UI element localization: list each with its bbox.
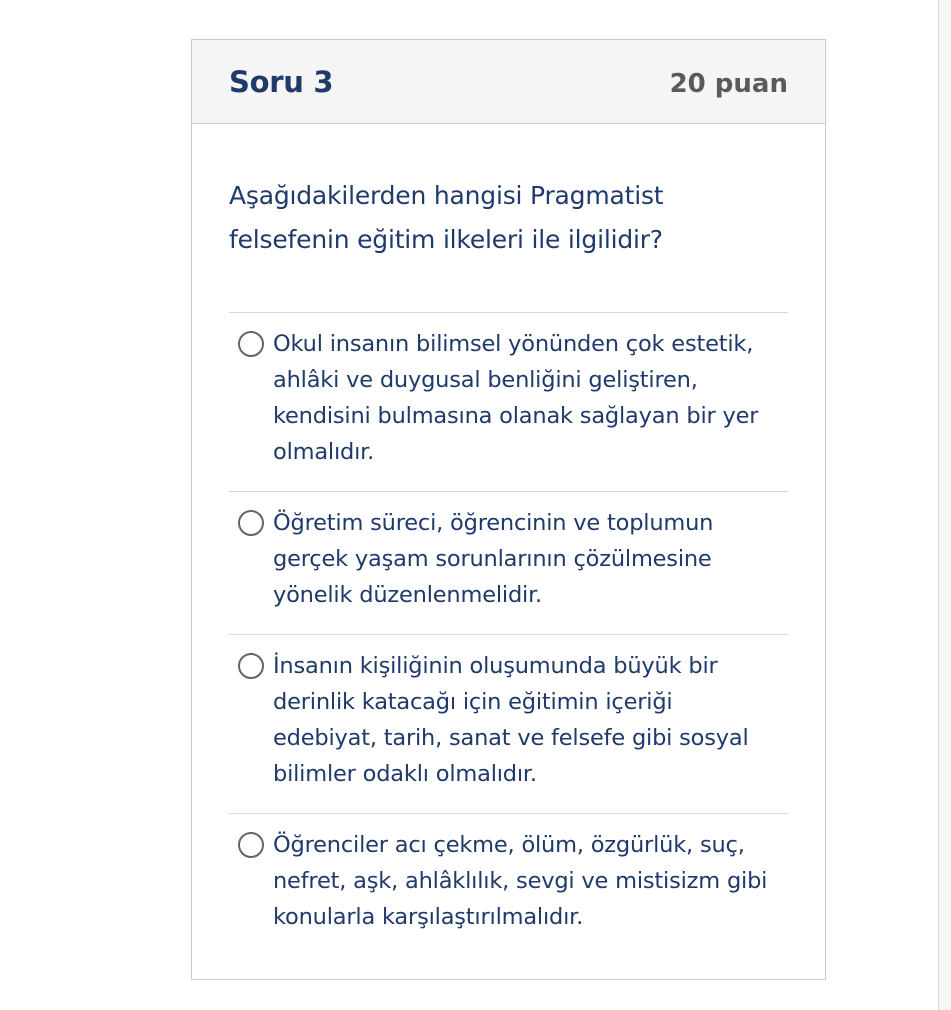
question-points: 20 puan [669, 68, 788, 99]
answer-option-4[interactable] [229, 813, 788, 956]
answer-option-2[interactable] [229, 491, 788, 634]
radio-button[interactable] [238, 510, 264, 536]
answer-label: İnsanın kişiliğinin oluşumunda büyük bir derinlik katacağı için eğitimin içeriği edebiyat, tarih, sanat ve felsefe gibi sosyal bilimler odaklı olmalıdır. [273, 653, 749, 787]
question-text: Aşağıdakilerden hangisi Pragmatist felsefenin eğitim ilkeleri ile ilgilidir? [229, 181, 664, 254]
answer-label: Öğretim süreci, öğrencinin ve toplumun gerçek yaşam sorunlarının çözülmesine yönelik düzenlenmelidir. [273, 510, 714, 608]
question-body [192, 124, 825, 956]
page-scroll-edge [938, 0, 951, 1010]
question-title: Soru 3 [229, 64, 334, 99]
answer-option-3[interactable] [229, 634, 788, 813]
answer-list [229, 312, 788, 956]
answer-label: Öğrenciler acı çekme, ölüm, özgürlük, suç, nefret, aşk, ahlâklılık, sevgi ve mistisizm gibi konularla karşılaştırılmalıdır. [273, 832, 768, 930]
answer-option-1[interactable] [229, 312, 788, 491]
radio-button[interactable] [238, 653, 264, 679]
question-header [192, 40, 825, 124]
radio-button[interactable] [238, 331, 264, 357]
question-card [191, 39, 826, 980]
answer-label: Okul insanın bilimsel yönünden çok estetik, ahlâki ve duygusal benliğini geliştiren, kendisini bulmasına olanak sağlayan bir yer olmalıdır. [273, 331, 759, 465]
radio-button[interactable] [238, 832, 264, 858]
